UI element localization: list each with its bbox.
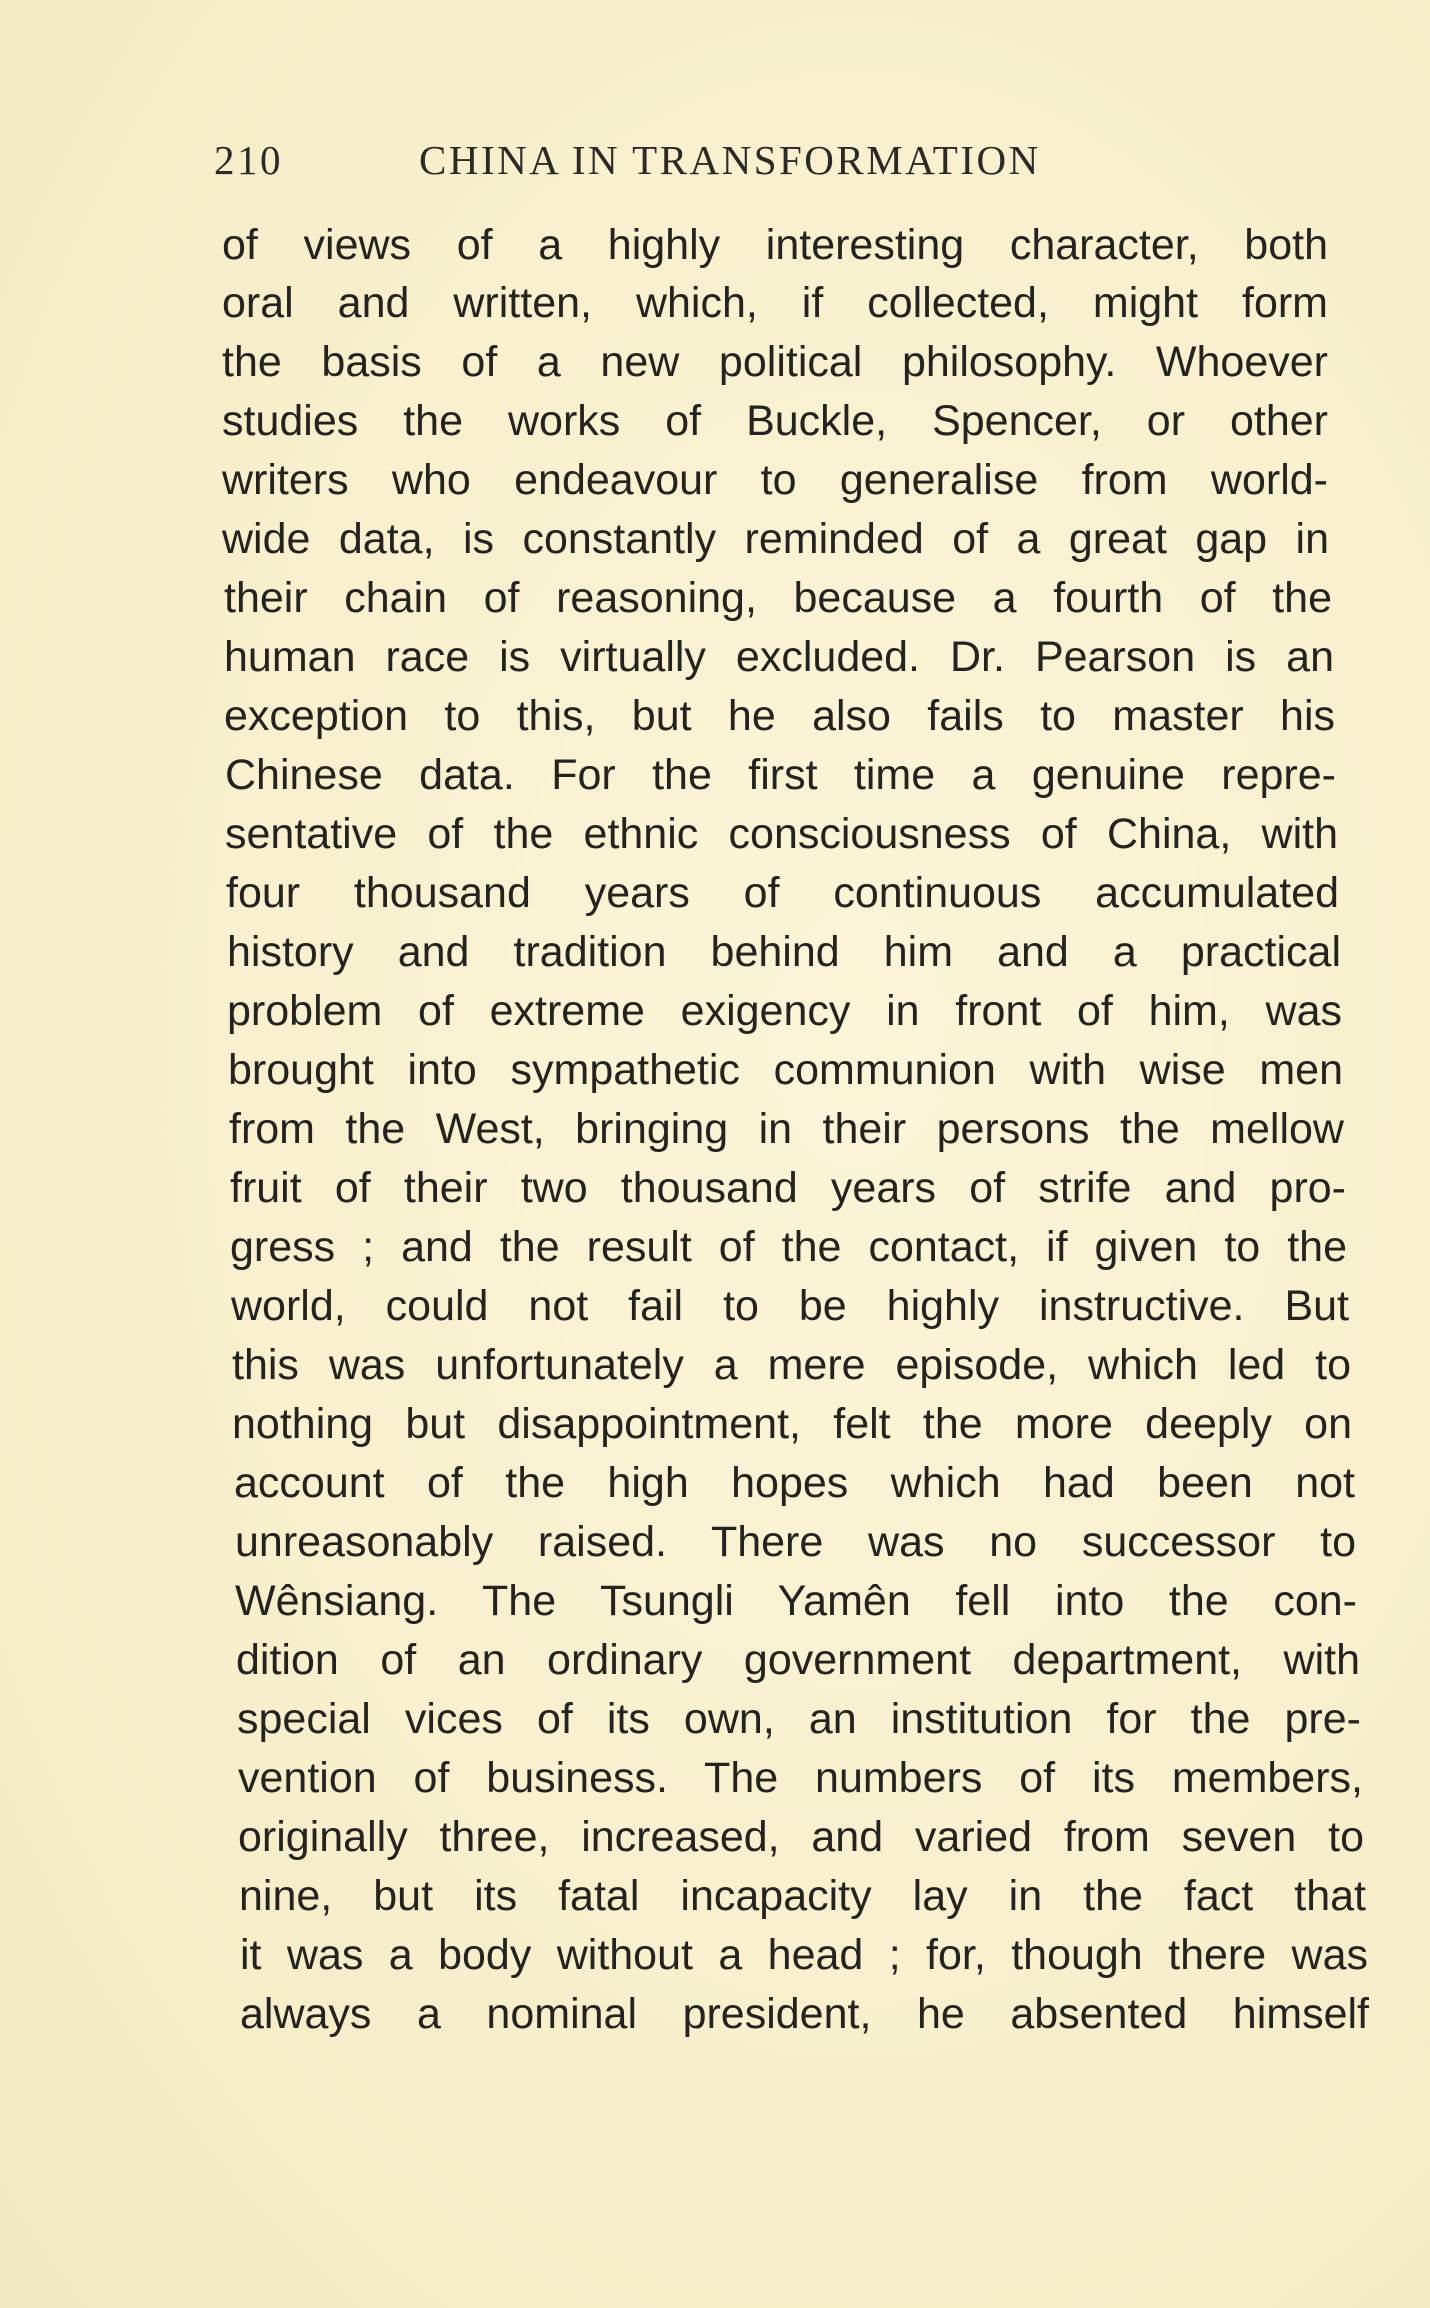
running-title: CHINA IN TRANSFORMATION bbox=[419, 137, 1041, 183]
text-line: Wênsiang. The Tsungli Yamên fell into the con- bbox=[235, 1577, 1357, 1625]
text-line: this was unfortunately a mere episode, which led to bbox=[232, 1341, 1351, 1389]
text-line: always a nominal president, he absented himself bbox=[240, 1990, 1369, 2038]
text-line: unreasonably raised. There was no successor to bbox=[235, 1518, 1356, 1566]
text-line: the basis of a new political philosophy. Whoever bbox=[222, 338, 1328, 386]
text-line: from the West, bringing in their persons the mellow bbox=[229, 1105, 1344, 1153]
text-line: it was a body without a head ; for, though there was bbox=[240, 1931, 1368, 1979]
text-line: nothing but disappointment, felt the more deeply on bbox=[232, 1400, 1352, 1448]
text-line: sentative of the ethnic consciousness of China, with bbox=[225, 810, 1338, 858]
text-line: human race is virtually excluded. Dr. Pearson is an bbox=[224, 633, 1334, 681]
text-line: history and tradition behind him and a practical bbox=[227, 928, 1341, 976]
text-line: account of the high hopes which had been not bbox=[234, 1459, 1355, 1507]
text-line: studies the works of Buckle, Spencer, or other bbox=[222, 397, 1328, 445]
text-line: world, could not fail to be highly instructive. But bbox=[231, 1282, 1349, 1330]
text-line: dition of an ordinary government department, with bbox=[236, 1636, 1360, 1684]
text-line: gress ; and the result of the contact, if given to the bbox=[230, 1223, 1347, 1271]
text-line: problem of extreme exigency in front of him, was bbox=[227, 987, 1342, 1035]
text-line: four thousand years of continuous accumulated bbox=[226, 869, 1339, 917]
text-line: vention of business. The numbers of its members, bbox=[238, 1754, 1363, 1802]
text-line: originally three, increased, and varied from seven to bbox=[238, 1813, 1364, 1861]
text-line: oral and written, which, if collected, might form bbox=[222, 279, 1328, 327]
text-line: nine, but its fatal incapacity lay in the fact that bbox=[239, 1872, 1366, 1920]
text-line: fruit of their two thousand years of strife and pro- bbox=[230, 1164, 1346, 1212]
text-line: Chinese data. For the first time a genuine repre- bbox=[225, 751, 1336, 799]
text-line: writers who endeavour to generalise from world- bbox=[222, 456, 1328, 504]
page-number: 210 bbox=[214, 137, 283, 183]
text-line: brought into sympathetic communion with wise men bbox=[228, 1046, 1343, 1094]
text-line: special vices of its own, an institution for the pre- bbox=[237, 1695, 1361, 1743]
text-line: their chain of reasoning, because a fourth of the bbox=[224, 574, 1332, 622]
text-line: of views of a highly interesting character, both bbox=[222, 221, 1328, 269]
text-line: wide data, is constantly reminded of a great gap in bbox=[222, 515, 1329, 563]
text-line: exception to this, but he also fails to master his bbox=[224, 692, 1335, 740]
